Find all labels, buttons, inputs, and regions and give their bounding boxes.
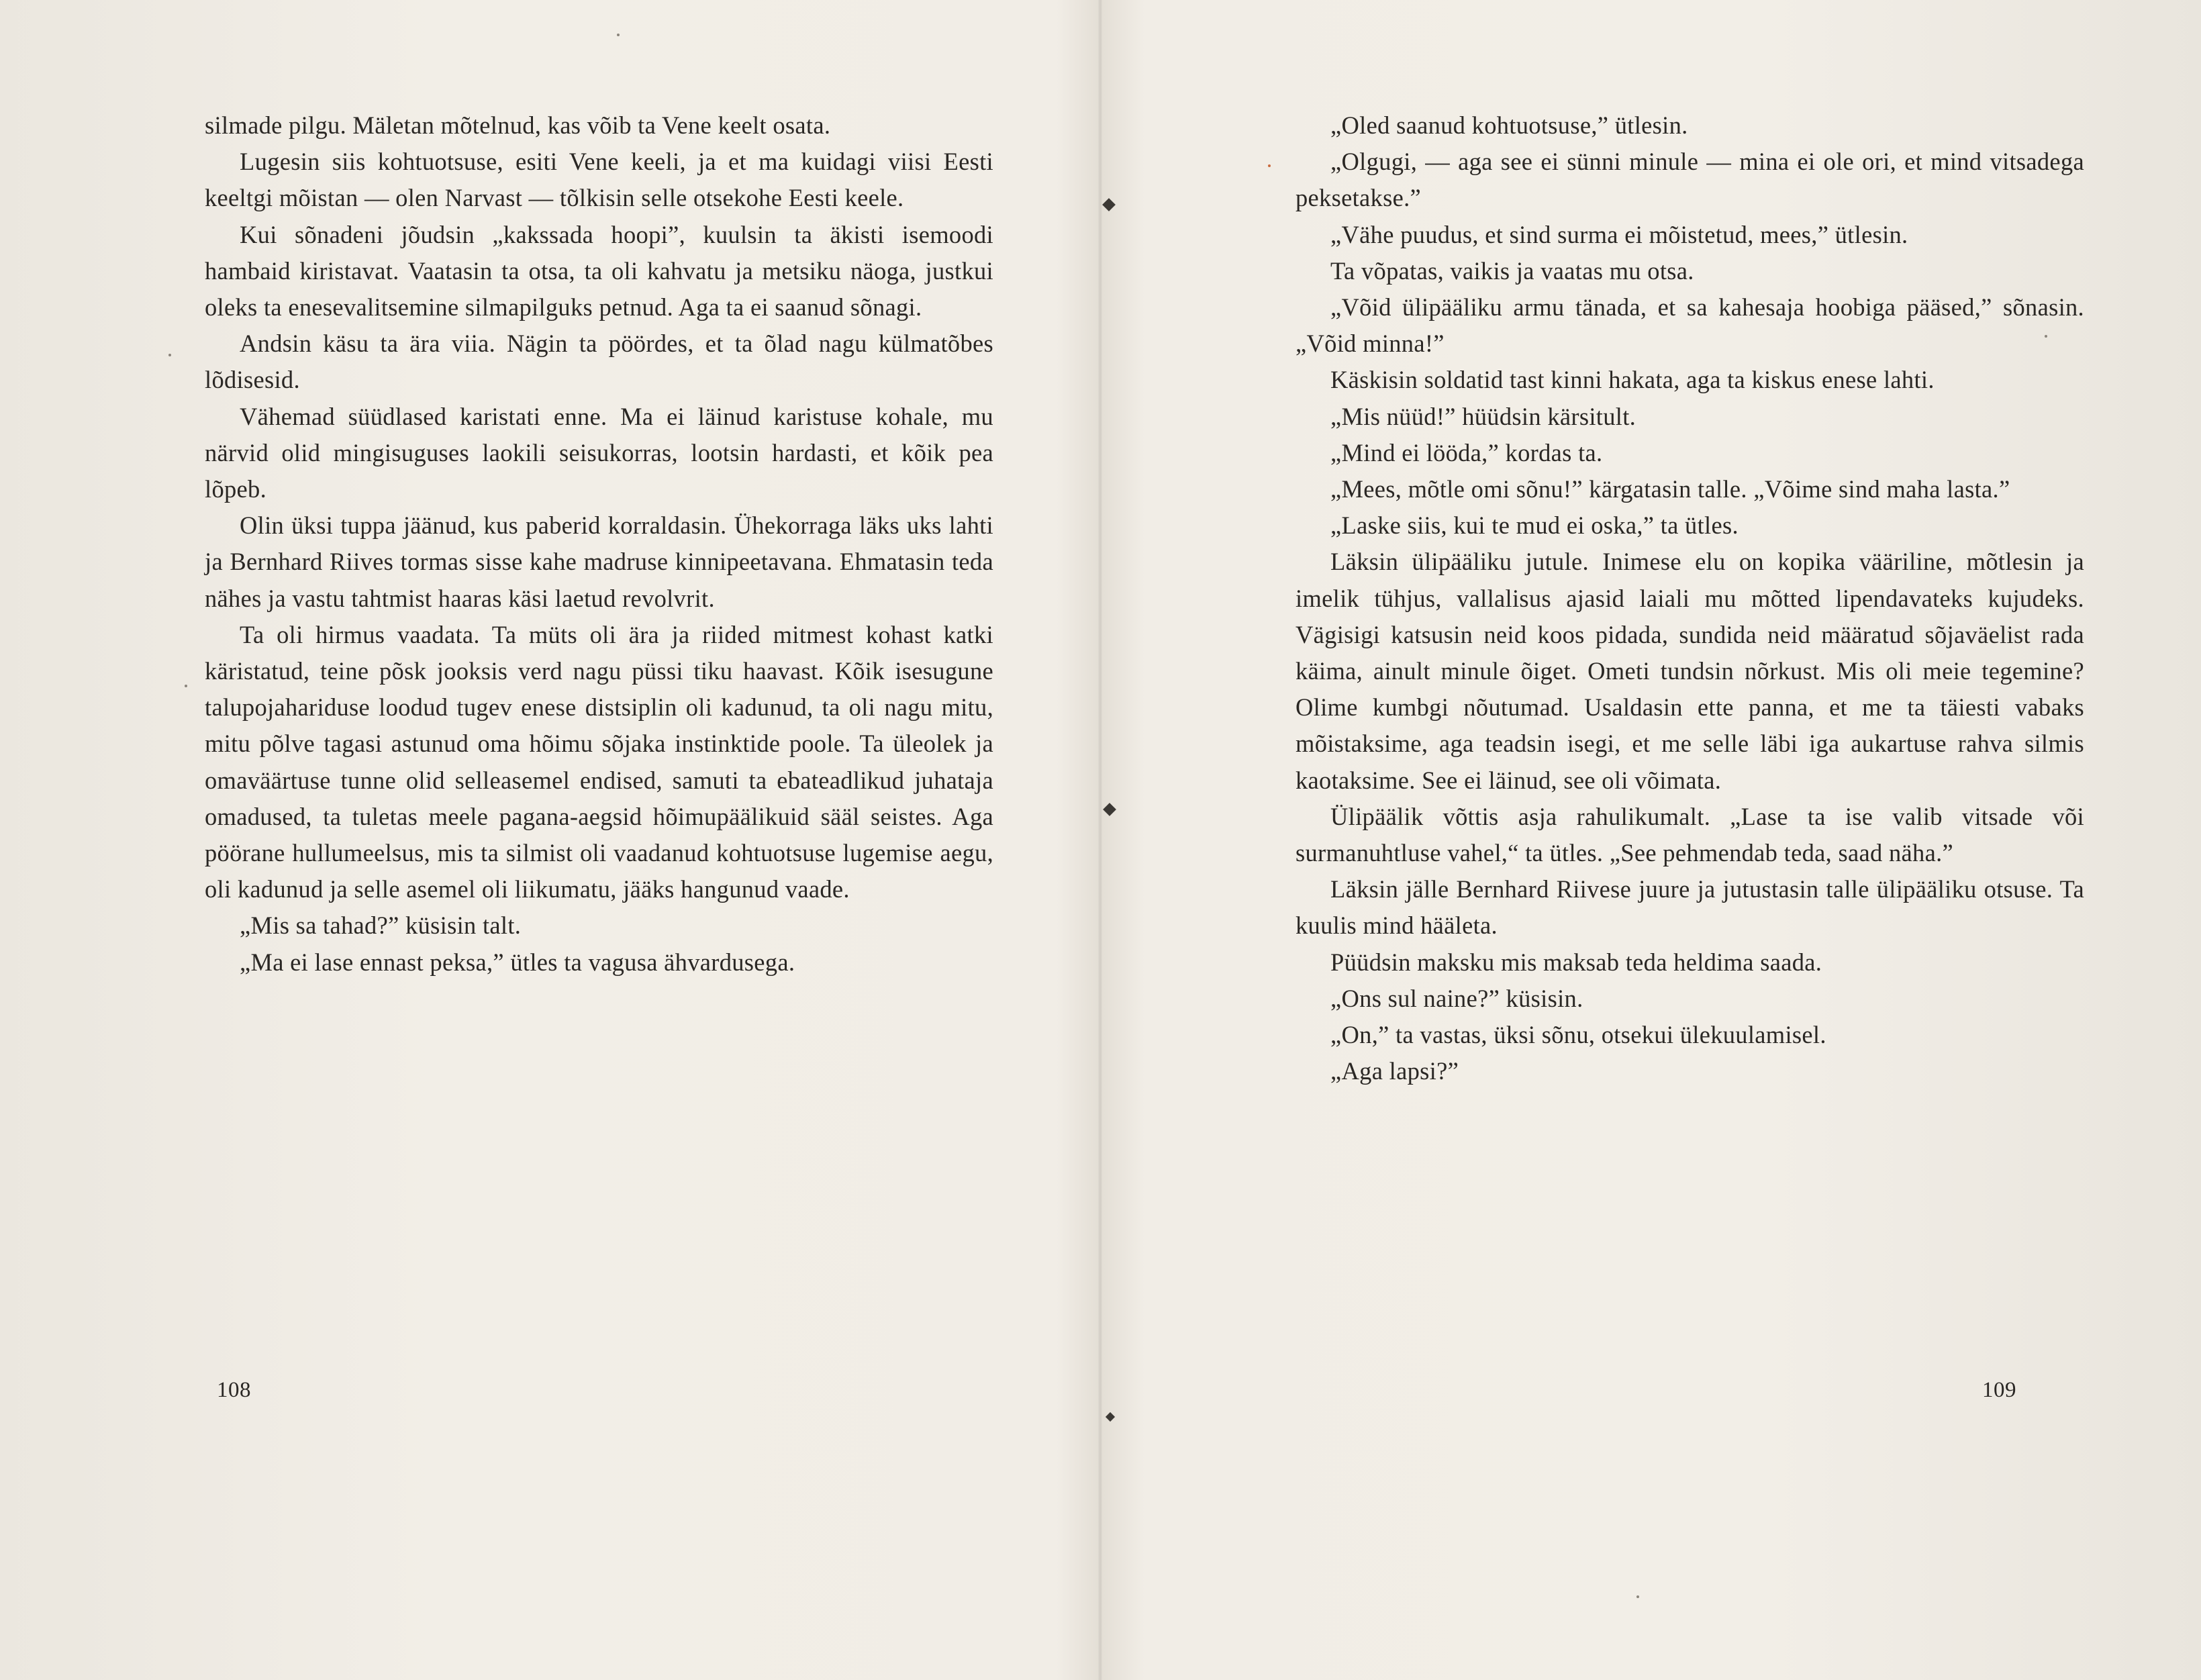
paper-speck	[168, 354, 171, 356]
paper-speck	[185, 685, 187, 687]
paragraph: Vähemad süüdlased karistati enne. Ma ei läinud karistuse kohale, mu närvid olid mingisuguses laokili seisukorras, lootsin hardasti, et kõik pea lõpeb.	[205, 402, 993, 503]
book-gutter	[1098, 0, 1102, 1680]
paragraph: „Mees, mõtle omi sõnu!” kärgatasin talle. „Võime sind maha lasta.”	[1330, 475, 2010, 503]
paragraph: „Ons sul naine?” küsisin.	[1330, 984, 1583, 1012]
paragraph: Ülipäälik võttis asja rahulikumalt. „Lase ta ise valib vitsade või surmanuhtluse vahel,“ ta ütles. „See pehmendab teda, saad näha.”	[1295, 802, 2084, 867]
right-page	[1295, 107, 2084, 1089]
paragraph: Ta oli hirmus vaadata. Ta müts oli ära ja riided mitmest kohast katki käristatud, teine põsk jooksis verd nagu püssi tiku haavast. Kõik isesugune talupojahariduse loodud tugev enese distsiplin oli kadunud, ta oli nagu mitu, mitu põlve tagasi astunud oma hõimu sõjaka instinktide poole. Ta üleolek ja omaväärtuse tunne olid selleasemel endised, samuti ta ebateadlikud juhataja omadused, ta tuletas meele pagana-aegsid hõimupäälikuid sääl seistes. Aga pöörane hullumeelsus, mis ta silmist oli vaadanud kohtuotsuse lugemise aegu, oli kadunud ja selle asemel oli liikumatu, jääks hangunud vaade.	[205, 620, 993, 903]
paper-speck	[1636, 1595, 1639, 1598]
paragraph: Kui sõnadeni jõudsin „kakssada hoopi”, kuulsin ta äkisti isemoodi hambaid kiristavat. Vaatasin ta otsa, ta oli kahvatu ja metsiku näoga, justkui oleks ta enesevalitsemine silmapilguks petnud. Aga ta ei saanud sõnagi.	[205, 220, 993, 322]
paragraph: Olin üksi tuppa jäänud, kus paberid korraldasin. Ühekorraga läks uks lahti ja Bernhard Riives tormas sisse kahe madruse kinnipeetavana. Ehmatasin teda nähes ja vastu tahtmist haaras käsi laetud revolvrit.	[205, 511, 993, 612]
paragraph: „Olgugi, — aga see ei sünni minule — mina ei ole ori, et mind vitsadega peksetakse.”	[1295, 148, 2084, 212]
paragraph: Ta võpatas, vaikis ja vaatas mu otsa.	[1330, 256, 1694, 285]
paragraph: „Ma ei lase ennast peksa,” ütles ta vagusa ähvardusega.	[240, 948, 795, 976]
paragraph: „On,” ta vastas, üksi sõnu, otsekui ülekuulamisel.	[1330, 1021, 1826, 1049]
paragraph: „Laske siis, kui te mud ei oska,” ta ütles.	[1330, 511, 1739, 540]
paper-speck	[617, 34, 620, 36]
paragraph: Käskisin soldatid tast kinni hakata, aga ta kiskus enese lahti.	[1330, 366, 1935, 394]
left-page	[205, 107, 993, 981]
binding-stitch	[1103, 803, 1116, 816]
paragraph: silmade pilgu. Mäletan mõtelnud, kas võib ta Vene keelt osata.	[205, 111, 831, 139]
binding-stitch	[1102, 198, 1116, 211]
paragraph: Andsin käsu ta ära viia. Nägin ta pöördes, et ta õlad nagu külmatõbes lõdisesid.	[205, 330, 993, 394]
paragraph: Lugesin siis kohtuotsuse, esiti Vene keeli, ja et ma kuidagi viisi Eesti keeltgi mõistan — olen Narvast — tõlkisin selle otsekohe Eesti keele.	[205, 148, 993, 212]
paragraph: „Oled saanud kohtuotsuse,” ütlesin.	[1330, 111, 1688, 139]
paragraph: Läksin jälle Bernhard Riivese juure ja jutustasin talle ülipääliku otsuse. Ta kuulis mind hääleta.	[1295, 875, 2084, 940]
paragraph: Püüdsin maksku mis maksab teda heldima saada.	[1330, 948, 1822, 976]
paragraph: Läksin ülipääliku jutule. Inimese elu on kopika vääriline, mõtlesin ja imelik tühjus, vallalisus ajasid laiali mu mõtted lipendavateks kujudeks. Vägisigi katsusin neid koos pidada, sundida neid määratud sõjaväelist rada käima, ainult minule õiget. Ometi tundsin nõrkust. Mis oli meie tegemine? Olime kumbgi nõutumad. Usaldasin ette panna, et me ta täiesti vabaks mõistaksime, aga teadsin isegi, et me selle läbi iga aukartuse rahva silmis kaotaksime. See ei läinud, see oli võimata.	[1295, 548, 2084, 794]
paragraph: „Mind ei lööda,” kordas ta.	[1330, 438, 1603, 466]
right-page-number: 109	[1982, 1378, 2016, 1402]
paragraph: „Võid ülipääliku armu tänada, et sa kahesaja hoobiga pääsed,” sõnasin. „Võid minna!”	[1295, 293, 2084, 358]
paragraph: „Vähe puudus, et sind surma ei mõistetud, mees,” ütlesin.	[1330, 220, 1908, 248]
binding-stitch	[1106, 1412, 1115, 1422]
paper-speck	[1268, 164, 1271, 167]
paragraph: „Aga lapsi?”	[1330, 1057, 1459, 1085]
left-page-number: 108	[217, 1378, 251, 1402]
paragraph: „Mis sa tahad?” küsisin talt.	[240, 911, 522, 940]
paragraph: „Mis nüüd!” hüüdsin kärsitult.	[1330, 402, 1636, 430]
